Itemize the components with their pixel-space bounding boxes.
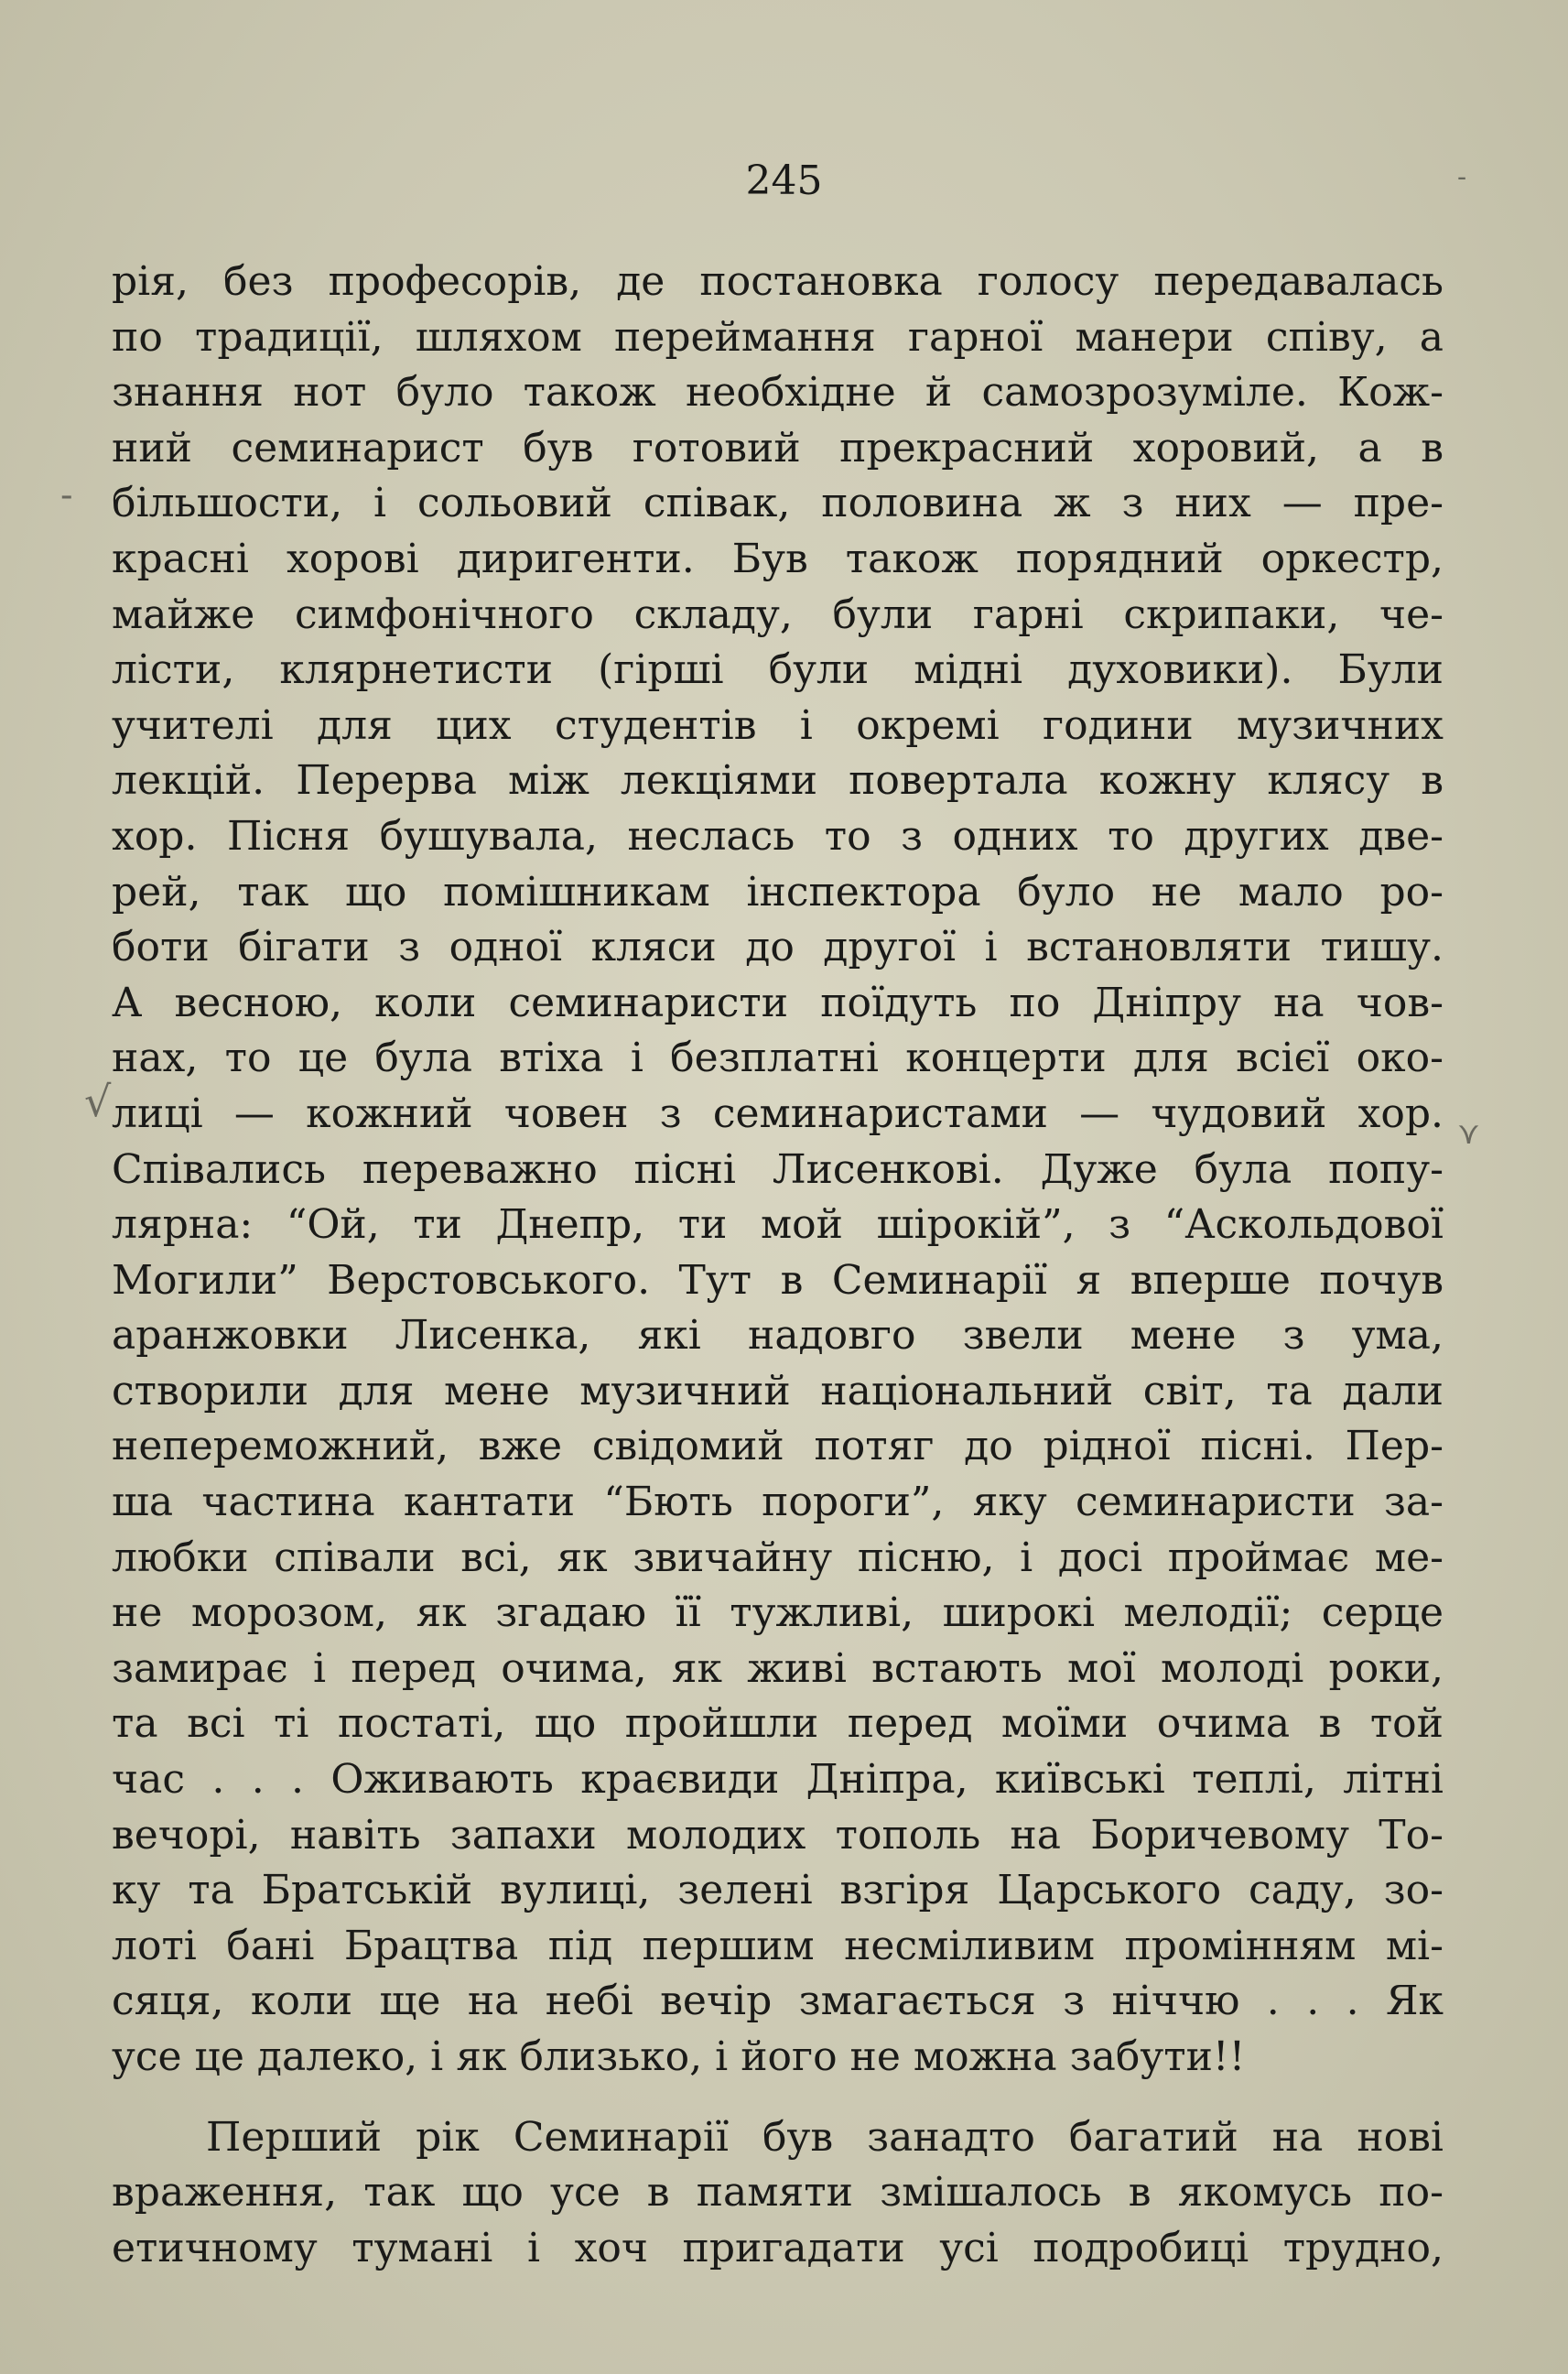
text-line: боти бігати з одної кляси до другої і встановляти тишу. (112, 924, 1444, 971)
text-line: лекцій. Перерва між лекціями повертала кожну клясу в (112, 757, 1444, 805)
text-line: усе це далеко, і як близько, і його не можна забути!! (112, 2033, 1246, 2080)
text-line: більшости, і сольовий співак, половина ж з них — пре- (112, 480, 1444, 527)
margin-dash-mark: - (60, 474, 73, 516)
text-line: красні хорові диригенти. Був також порядний оркестр, (112, 535, 1444, 582)
paragraph-1 (112, 255, 1444, 2086)
text-line: час . . . Оживають краєвиди Дніпра, київські теплі, літні (112, 1756, 1444, 1804)
text-line: лісти, клярнетисти (гірші були мідні духовики). Були (112, 646, 1444, 694)
text-line: ку та Братській вулиці, зелені взгіря Царського саду, зо- (112, 1867, 1444, 1914)
text-line: знання нот було також необхідне й самозрозуміле. Кож- (112, 369, 1444, 417)
text-line: рей, так що помішникам інспектора було не мало ро- (112, 868, 1444, 916)
page-number: 245 (745, 157, 823, 204)
text-line: лоті бані Брацтва під першим несміливим промінням мі- (112, 1922, 1444, 1969)
text-line: хор. Пісня бушувала, неслась то з одних то других две- (112, 812, 1444, 860)
text-line: майже симфонічного складу, були гарні скрипаки, че- (112, 591, 1444, 638)
text-line: та всі ті постаті, що пройшли перед моїми очима в той (112, 1700, 1444, 1748)
text-line: створили для мене музичний національний світ, та дали (112, 1367, 1444, 1415)
paragraph-2 (112, 2110, 1444, 2277)
text-line: лиці — кожний човен з семинаристами — чудовий хор. (112, 1089, 1444, 1137)
paragraph-gap (112, 2086, 1444, 2110)
text-line: любки співали всі, як звичайну пісню, і досі проймає ме- (112, 1534, 1444, 1581)
text-line: нах, то це була втіха і безплатні концерти для всієї око- (112, 1035, 1444, 1082)
text-line: вечорі, навіть запахи молодих тополь на Боричевому То- (112, 1811, 1444, 1859)
text-line: по традиції, шляхом переймання гарної манери співу, а (112, 313, 1444, 361)
text-line: аранжовки Лисенка, які надовго звели мене з ума, (112, 1312, 1444, 1360)
text-line: Співались переважно пісні Лисенкові. Дуже була попу- (112, 1145, 1444, 1193)
margin-scribble-mark: ⋎ (1457, 1115, 1480, 1152)
body-text (112, 255, 1444, 2276)
text-line: враження, так що усе в памяти змішалось в якомусь по- (112, 2169, 1444, 2217)
text-line: рія, без професорів, де постановка голосу передавалась (112, 258, 1444, 305)
text-line: етичному тумані і хоч пригадати усі подробиці трудно, (112, 2224, 1444, 2271)
text-line: непереможний, вже свідомий потяг до рідної пісні. Пер- (112, 1423, 1444, 1470)
text-line: Могили” Верстовського. Тут в Семинарії я вперше почув (112, 1256, 1444, 1304)
corner-tick-mark: - (1457, 161, 1467, 193)
margin-checkmark: √ (84, 1077, 112, 1126)
text-line: замирає і перед очима, як живі встають мої молоді роки, (112, 1644, 1444, 1692)
text-line: ша частина кантати “Бють пороги”, яку семинаристи за- (112, 1479, 1444, 1526)
text-line: не морозом, як згадаю її тужливі, широкі мелодії; серце (112, 1589, 1444, 1637)
text-line: Перший рік Семинарії був занадто багатий на нові (206, 2113, 1444, 2161)
text-line: учителі для цих студентів і окремі години музичних (112, 701, 1444, 749)
text-line: ний семинарист був готовий прекрасний хоровий, а в (112, 424, 1444, 472)
text-line: А весною, коли семинаристи поїдуть по Дніпру на чов- (112, 979, 1444, 1026)
text-line: лярна: “Ой, ти Днепр, ти мой шірокій”, з “Аскольдової (112, 1201, 1444, 1249)
text-line: сяця, коли ще на небі вечір змагається з ніччю . . . Як (112, 1978, 1444, 2025)
